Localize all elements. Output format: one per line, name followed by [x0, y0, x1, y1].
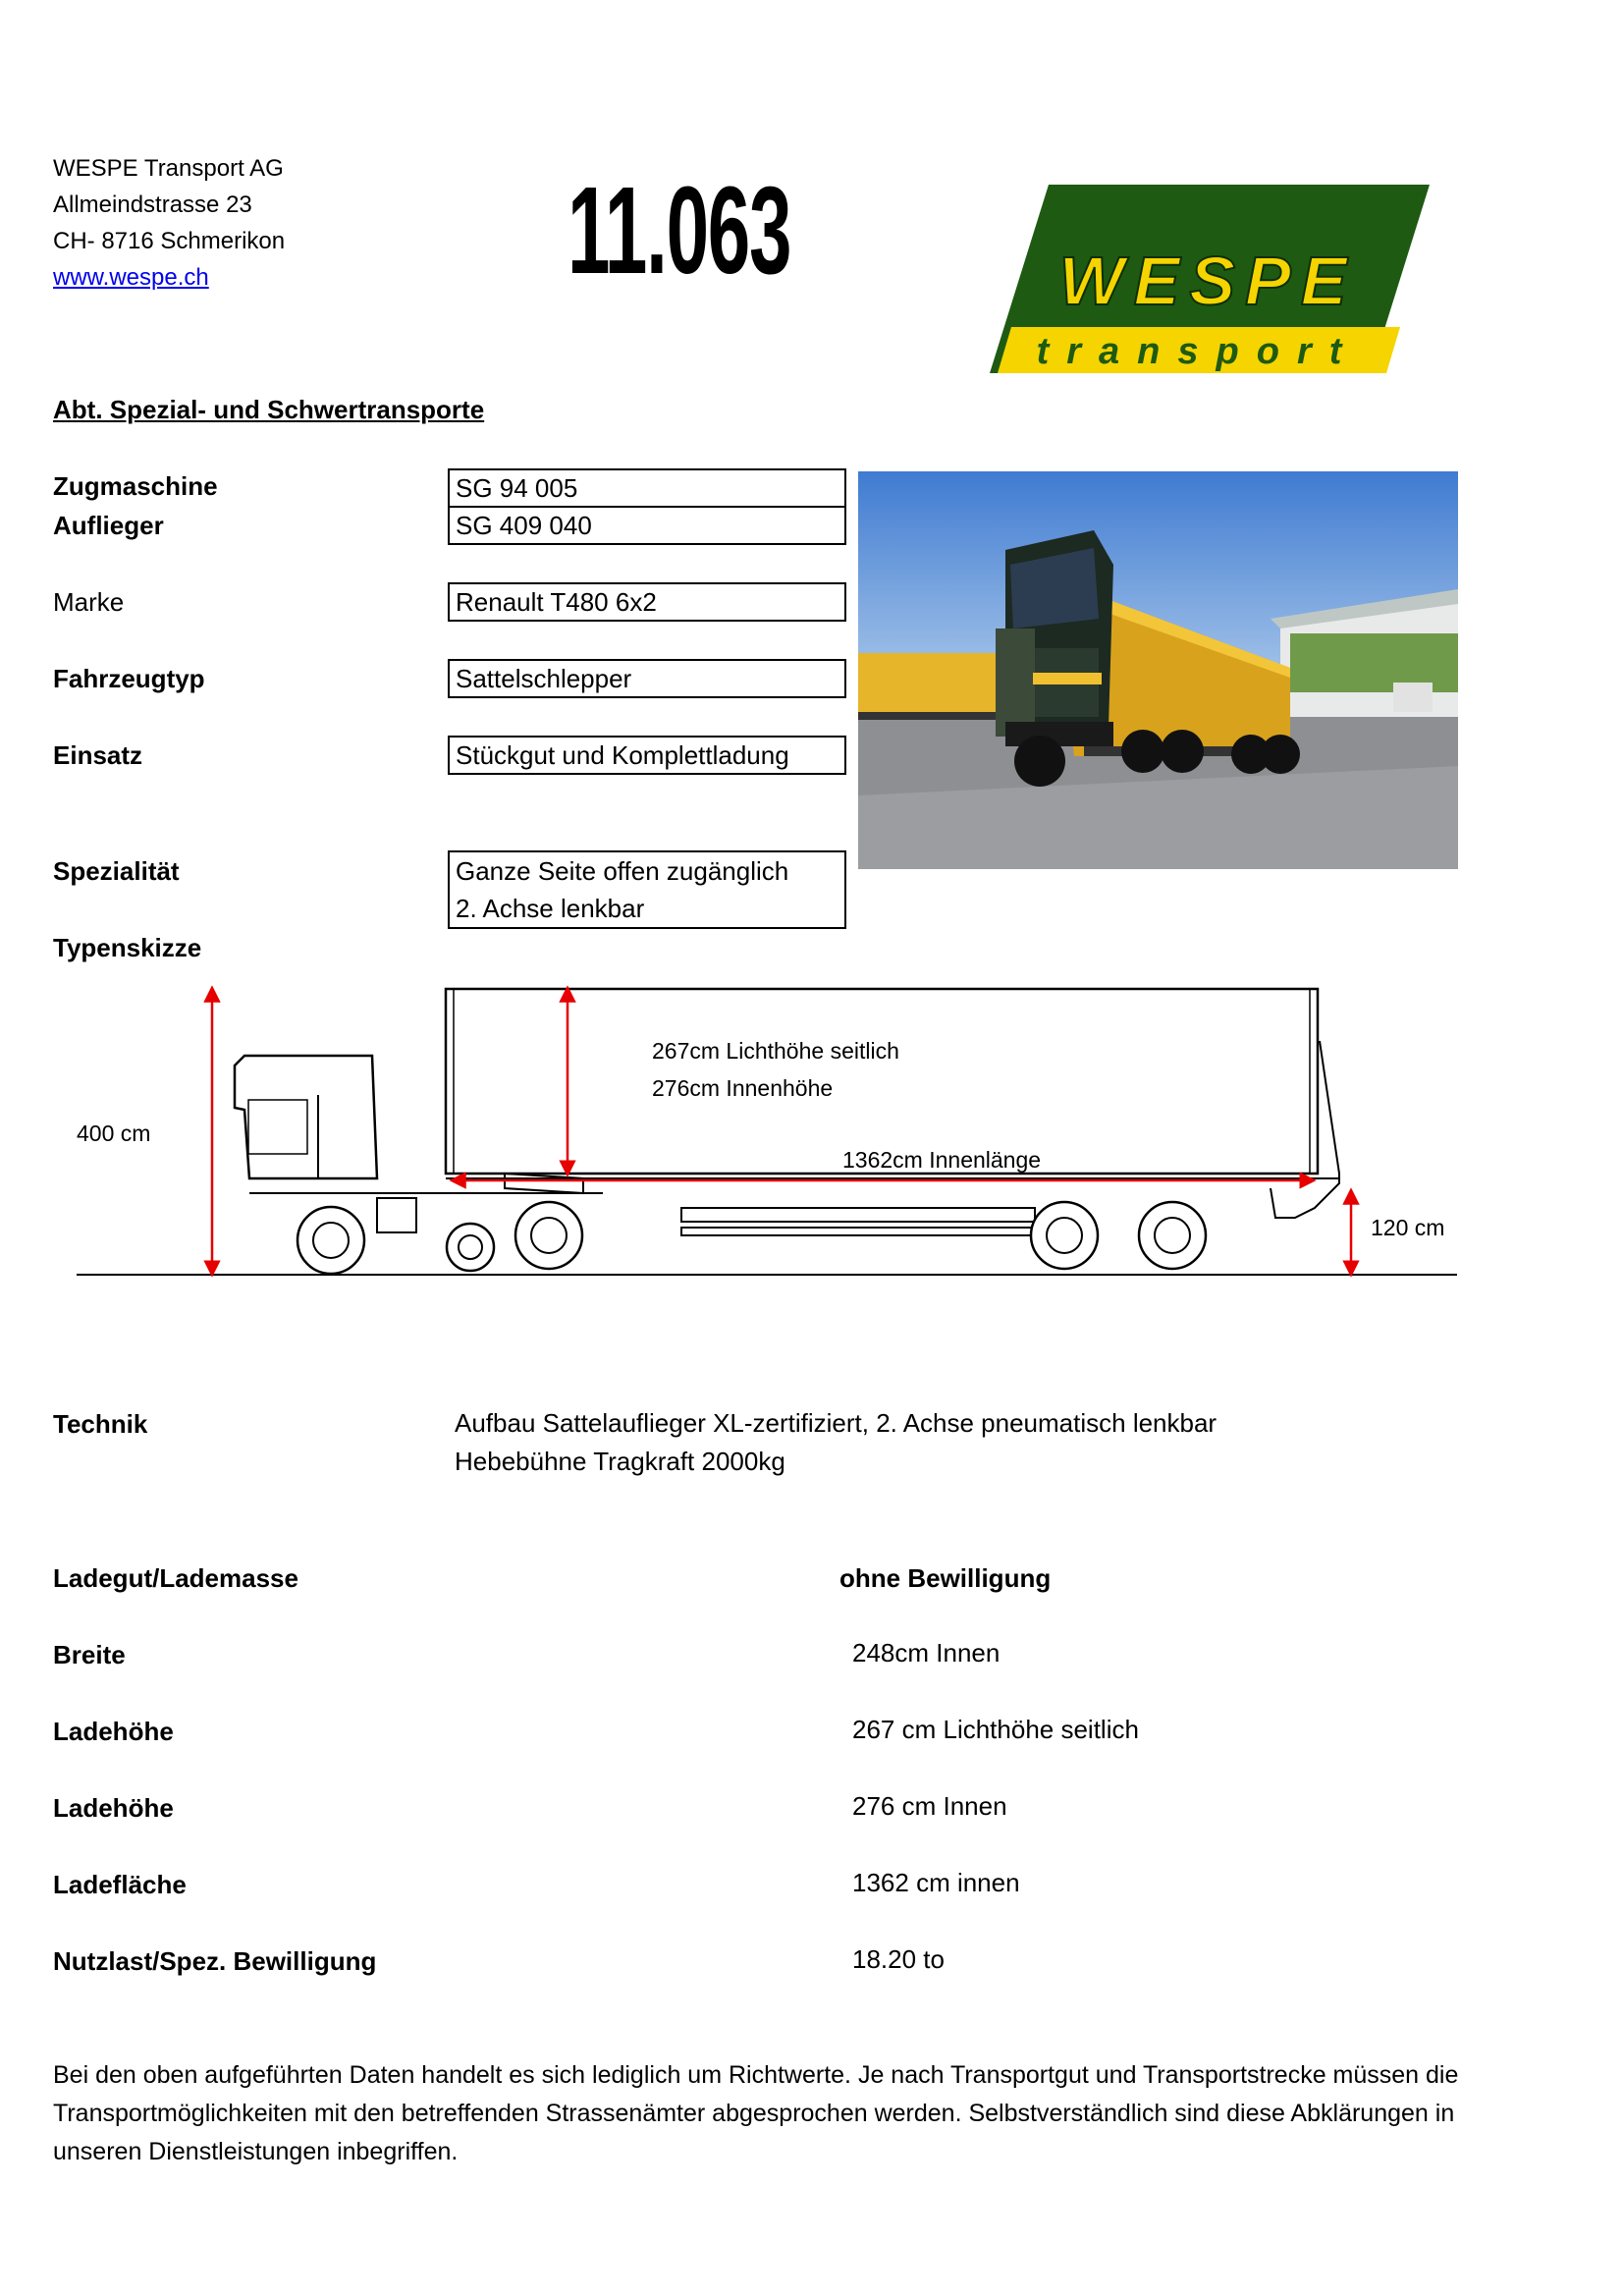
- specs-header-value: ohne Bewilligung: [839, 1563, 1052, 1593]
- logo-word: WESPE: [1058, 243, 1357, 319]
- disclaimer-note: Bei den oben aufgeführten Daten handelt es sich lediglich um Richtwerte. Je nach Transportgut und Transportstrecke müssen die Transportmöglichkeiten mit den betreffenden Strassenämter abgesprochen werden. Selbstverständlich sind diese Abklärungen in unseren Dienstleistungen inbegriffen.: [53, 2061, 1459, 2165]
- spec-label-ladeflaeche: Ladefläche: [53, 1870, 187, 1899]
- technik-line2: Hebebühne Tragkraft 2000kg: [455, 1447, 785, 1476]
- typenskizze-heading: Typenskizze: [53, 933, 202, 962]
- inner-height-label: 276cm Innenhöhe: [652, 1075, 834, 1101]
- spec-label-nutzlast: Nutzlast/Spez. Bewilligung: [53, 1946, 377, 1976]
- auflieger-value: SG 409 040: [448, 506, 846, 545]
- spec-label-breite: Breite: [53, 1640, 126, 1669]
- spec-value-ladehoehe-seitlich: 267 cm Lichthöhe seitlich: [852, 1715, 1139, 1744]
- department-heading: Abt. Spezial- und Schwertransporte: [53, 395, 485, 424]
- technik-line1: Aufbau Sattelauflieger XL-zertifiziert, 2. Achse pneumatisch lenkbar: [455, 1408, 1217, 1438]
- logo-sub: transport: [1036, 331, 1360, 372]
- spec-value-ladeflaeche: 1362 cm innen: [852, 1868, 1020, 1897]
- clear-height-side-label: 267cm Lichthöhe seitlich: [652, 1038, 899, 1064]
- zugmaschine-label: Zugmaschine: [53, 471, 218, 501]
- document-number: 11.063: [568, 161, 791, 300]
- auflieger-label: Auflieger: [53, 511, 164, 540]
- inner-length-label: 1362cm Innenlänge: [842, 1147, 1042, 1173]
- marke-value: Renault T480 6x2: [448, 582, 846, 622]
- spezialitaet-line2: 2. Achse lenkbar: [456, 894, 645, 923]
- company-address: [53, 150, 285, 296]
- company-city: CH- 8716 Schmerikon: [53, 228, 286, 254]
- spec-label-ladehoehe-seitlich: Ladehöhe: [53, 1717, 174, 1746]
- zugmaschine-value: SG 94 005: [448, 468, 846, 508]
- spezialitaet-label: Spezialität: [53, 856, 180, 886]
- spec-value-nutzlast: 18.20 to: [852, 1944, 945, 1974]
- company-street: Allmeindstrasse 23: [53, 191, 252, 218]
- specs-header-label: Ladegut/Lademasse: [53, 1563, 298, 1593]
- einsatz-label: Einsatz: [53, 740, 143, 770]
- spec-value-breite: 248cm Innen: [852, 1638, 1001, 1667]
- marke-label: Marke: [53, 587, 125, 617]
- company-name: WESPE Transport AG: [53, 155, 284, 182]
- einsatz-value: Stückgut und Komplettladung: [448, 736, 846, 775]
- fahrzeugtyp-label: Fahrzeugtyp: [53, 664, 205, 693]
- truck-photo: [858, 471, 1458, 869]
- height-total-label: 400 cm: [77, 1121, 151, 1146]
- spezialitaet-value: [448, 850, 846, 929]
- spec-value-ladehoehe-innen: 276 cm Innen: [852, 1791, 1007, 1821]
- technik-text: [455, 1404, 1217, 1481]
- fahrzeugtyp-value: Sattelschlepper: [448, 659, 846, 698]
- spec-label-ladehoehe-innen: Ladehöhe: [53, 1793, 174, 1823]
- technik-label: Technik: [53, 1409, 148, 1439]
- spezialitaet-line1: Ganze Seite offen zugänglich: [456, 856, 789, 886]
- type-sketch: [53, 972, 1477, 1286]
- deck-height-label: 120 cm: [1371, 1215, 1445, 1240]
- company-website-link[interactable]: www.wespe.ch: [53, 264, 209, 291]
- wespe-transport-logo: [990, 185, 1430, 373]
